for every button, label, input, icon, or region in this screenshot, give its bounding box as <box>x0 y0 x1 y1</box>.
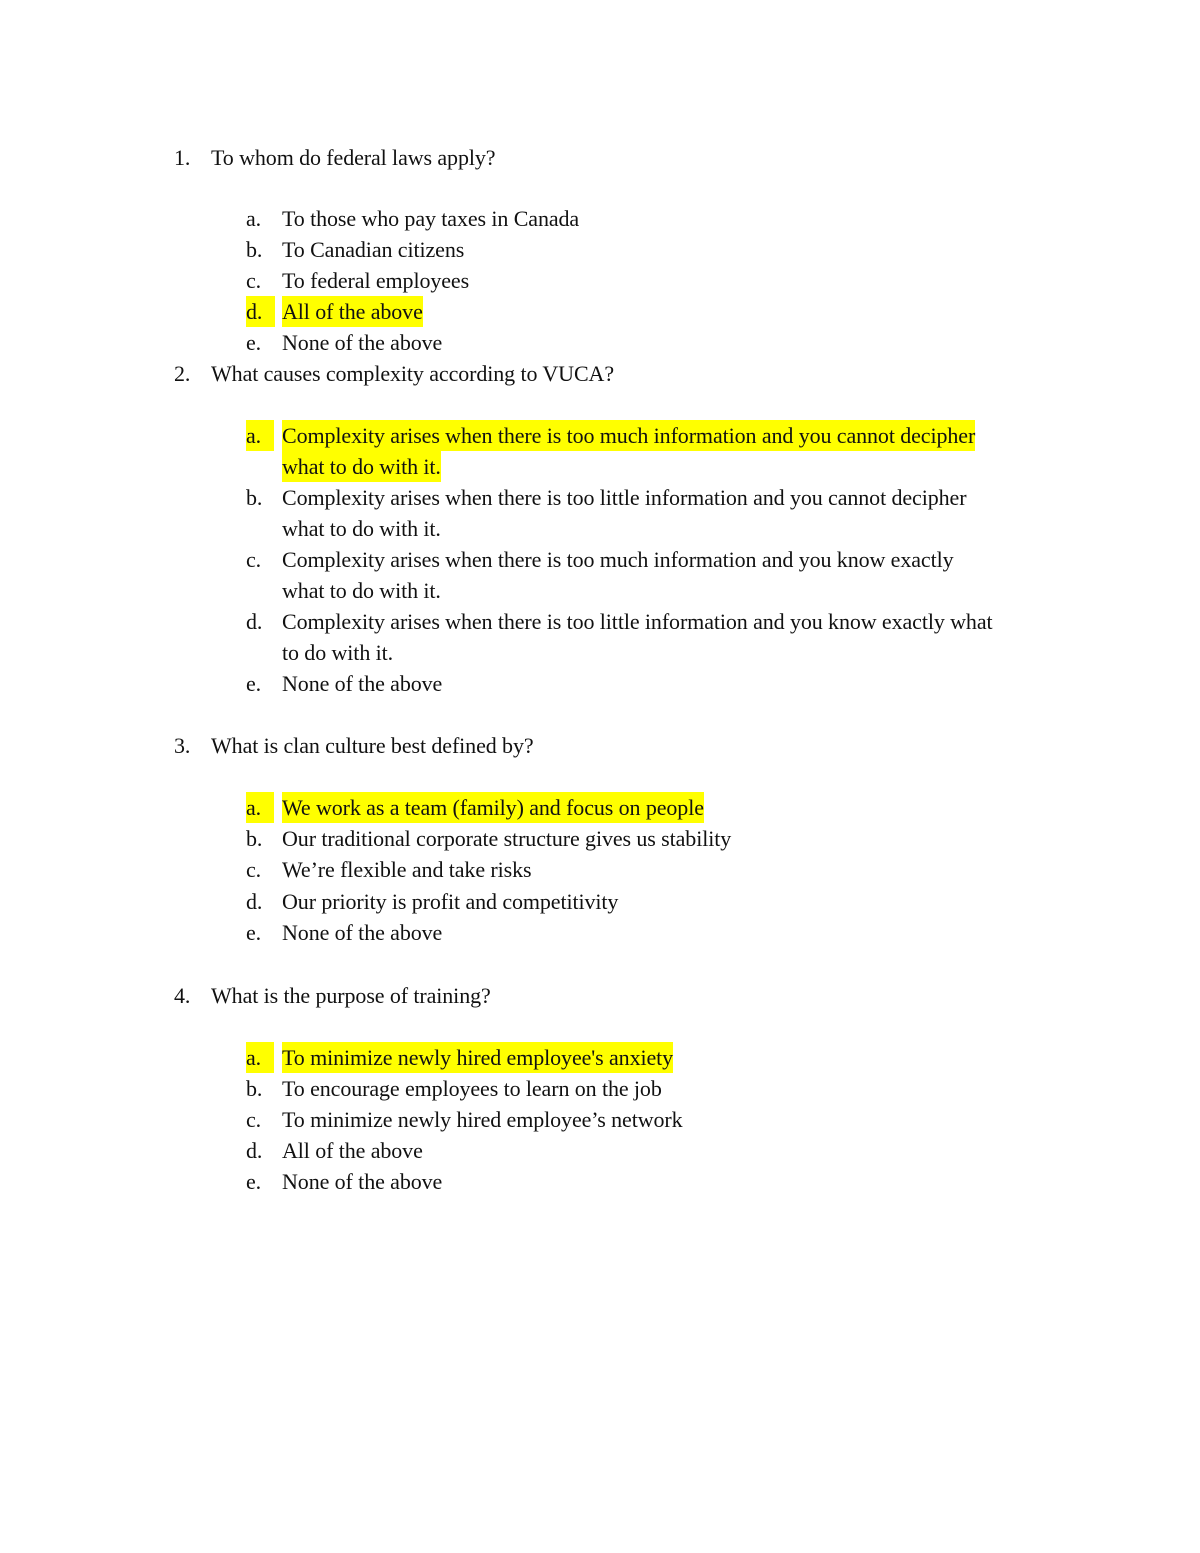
option-text: None of the above <box>282 330 443 355</box>
option-label: b. <box>246 237 263 262</box>
option-label: e. <box>246 920 262 945</box>
option-label: e. <box>246 330 262 355</box>
option-label: d. <box>246 889 263 914</box>
option-label: d. <box>246 1138 263 1163</box>
option-text: To minimize newly hired employee’s network <box>282 1107 683 1132</box>
option-text: Complexity arises when there is too much information and you know exactly <box>282 547 954 572</box>
option-text: We work as a team (family) and focus on people <box>282 792 704 823</box>
option-label: b. <box>246 485 263 510</box>
option-text: Complexity arises when there is too much information and you cannot decipher <box>282 420 975 451</box>
question-number: 1. <box>174 145 191 170</box>
question-number: 3. <box>174 733 191 758</box>
option-text: To minimize newly hired employee's anxiety <box>282 1042 673 1073</box>
option-text: Our priority is profit and competitivity <box>282 889 619 914</box>
question-text: What causes complexity according to VUCA? <box>211 361 614 386</box>
option-text: None of the above <box>282 671 443 696</box>
option-label: d. <box>246 296 275 327</box>
option-label: b. <box>246 826 263 851</box>
option-text: All of the above <box>282 1138 423 1163</box>
option-text-continued: what to do with it. <box>282 451 441 482</box>
option-text: None of the above <box>282 1169 443 1194</box>
option-label: a. <box>246 206 262 231</box>
option-label: c. <box>246 547 262 572</box>
question-text: What is clan culture best defined by? <box>211 733 534 758</box>
option-text-continued: what to do with it. <box>282 516 441 541</box>
question-number: 4. <box>174 983 191 1008</box>
option-text: We’re flexible and take risks <box>282 857 532 882</box>
option-label: a. <box>246 1042 274 1073</box>
option-text: To Canadian citizens <box>282 237 465 262</box>
option-text: To those who pay taxes in Canada <box>282 206 580 231</box>
question-text: To whom do federal laws apply? <box>211 145 496 170</box>
question-number: 2. <box>174 361 191 386</box>
option-label: e. <box>246 1169 262 1194</box>
option-label: b. <box>246 1076 263 1101</box>
option-text-continued: to do with it. <box>282 640 394 665</box>
option-text: To federal employees <box>282 268 470 293</box>
option-label: c. <box>246 1107 262 1132</box>
option-label: a. <box>246 420 274 451</box>
option-label: c. <box>246 857 262 882</box>
option-label: e. <box>246 671 262 696</box>
option-text-continued: what to do with it. <box>282 578 441 603</box>
option-label: c. <box>246 268 262 293</box>
option-text: Complexity arises when there is too little information and you cannot decipher <box>282 485 967 510</box>
option-label: d. <box>246 609 263 634</box>
option-text: Our traditional corporate structure gives us stability <box>282 826 732 851</box>
option-text: All of the above <box>282 296 423 327</box>
option-label: a. <box>246 792 274 823</box>
option-text: To encourage employees to learn on the job <box>282 1076 662 1101</box>
question-text: What is the purpose of training? <box>211 983 491 1008</box>
option-text: None of the above <box>282 920 443 945</box>
option-text: Complexity arises when there is too little information and you know exactly what <box>282 609 993 634</box>
